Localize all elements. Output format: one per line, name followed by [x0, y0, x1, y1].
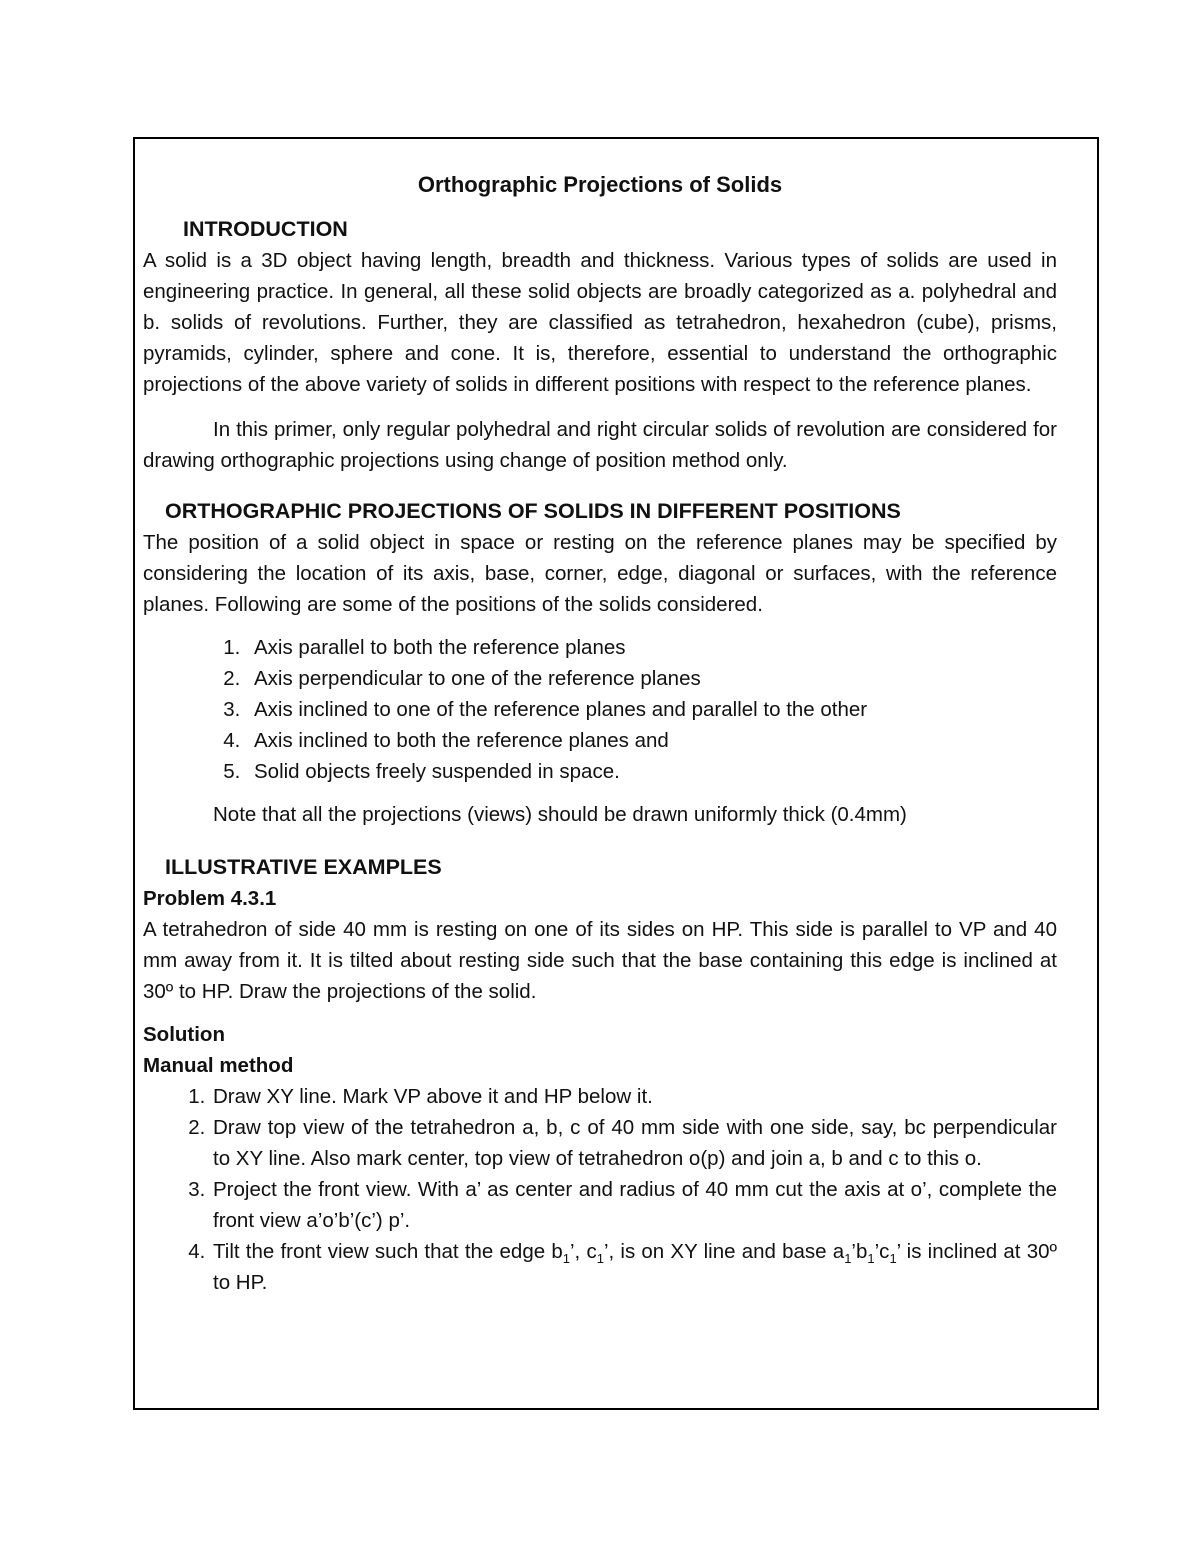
primer-paragraph: In this primer, only regular polyhedral and right circular solids of revolution are considered for drawing orthographic projections using change of position method only. — [143, 418, 1057, 472]
list-item: 5. Solid objects freely suspended in space. — [246, 756, 1057, 787]
solution-label: Solution — [143, 1023, 225, 1046]
positions-heading: ORTHOGRAPHIC PROJECTIONS OF SOLIDS IN DIFFERENT POSITIONS — [165, 499, 901, 523]
thickness-note: Note that all the projections (views) should be drawn uniformly thick (0.4mm) — [213, 803, 907, 826]
step4-text: ’b — [851, 1240, 868, 1263]
positions-paragraph: The position of a solid object in space or resting on the reference planes may be specified by considering the location of its axis, base, corner, edge, diagonal or surfaces, with the reference planes. Following are some of the positions of the solids considered. — [143, 531, 1057, 616]
positions-list — [143, 632, 1057, 787]
subscript: 1 — [867, 1251, 875, 1267]
list-item: 1. Axis parallel to both the reference planes — [246, 632, 1057, 663]
list-item-step-4 — [211, 1236, 1057, 1298]
subscript: 1 — [889, 1251, 897, 1267]
subscript: 1 — [562, 1251, 570, 1267]
page-title: Orthographic Projections of Solids — [417, 172, 783, 197]
method-label: Manual method — [143, 1054, 294, 1077]
step4-text: ’, c — [569, 1240, 597, 1263]
intro-paragraph: A solid is a 3D object having length, breadth and thickness. Various types of solids are used in engineering practice. In general, all these solid objects are broadly categorized as a. polyhedral and b. solids of revolutions. Further, they are classified as tetrahedron, hexahedron (cube), prisms, pyramids, cylinder, sphere and cone. It is, therefore, essential to understand the orthographic projections of the above variety of solids in different positions with respect to the reference planes. — [143, 249, 1057, 396]
list-item: 1. Draw XY line. Mark VP above it and HP below it. — [211, 1081, 1057, 1112]
problem-text: A tetrahedron of side 40 mm is resting on one of its sides on HP. This side is parallel to VP and 40 mm away from it. It is tilted about resting side such that the base containing this edge is inclined at 30º to HP. Draw the projections of the solid. — [143, 918, 1057, 1003]
subscript: 1 — [596, 1251, 604, 1267]
step4-text: Tilt the front view such that the edge b — [213, 1240, 563, 1263]
document-content — [143, 161, 1057, 1298]
list-item: 3. Project the front view. With a’ as center and radius of 40 mm cut the axis at o’, complete the front view a’o’b’(c’) p’. — [211, 1174, 1057, 1236]
solution-steps — [143, 1081, 1057, 1298]
document-frame — [133, 137, 1099, 1410]
list-item: 2. Axis perpendicular to one of the reference planes — [246, 663, 1057, 694]
step4-text: ’ is inclined at 30º to HP. — [213, 1240, 1057, 1294]
list-item: 3. Axis inclined to one of the reference planes and parallel to the other — [246, 694, 1057, 725]
subscript: 1 — [844, 1251, 852, 1267]
introduction-heading: INTRODUCTION — [183, 217, 348, 241]
step4-text: ’c — [874, 1240, 890, 1263]
list-item: 4. Axis inclined to both the reference planes and — [246, 725, 1057, 756]
step4-text: ’, is on XY line and base a — [603, 1240, 845, 1263]
list-item: 2. Draw top view of the tetrahedron a, b, c of 40 mm side with one side, say, bc perpendicular to XY line. Also mark center, top view of tetrahedron o(p) and join a, b and c to this o. — [211, 1112, 1057, 1174]
examples-heading: ILLUSTRATIVE EXAMPLES — [165, 855, 442, 879]
problem-label: Problem 4.3.1 — [143, 887, 277, 910]
